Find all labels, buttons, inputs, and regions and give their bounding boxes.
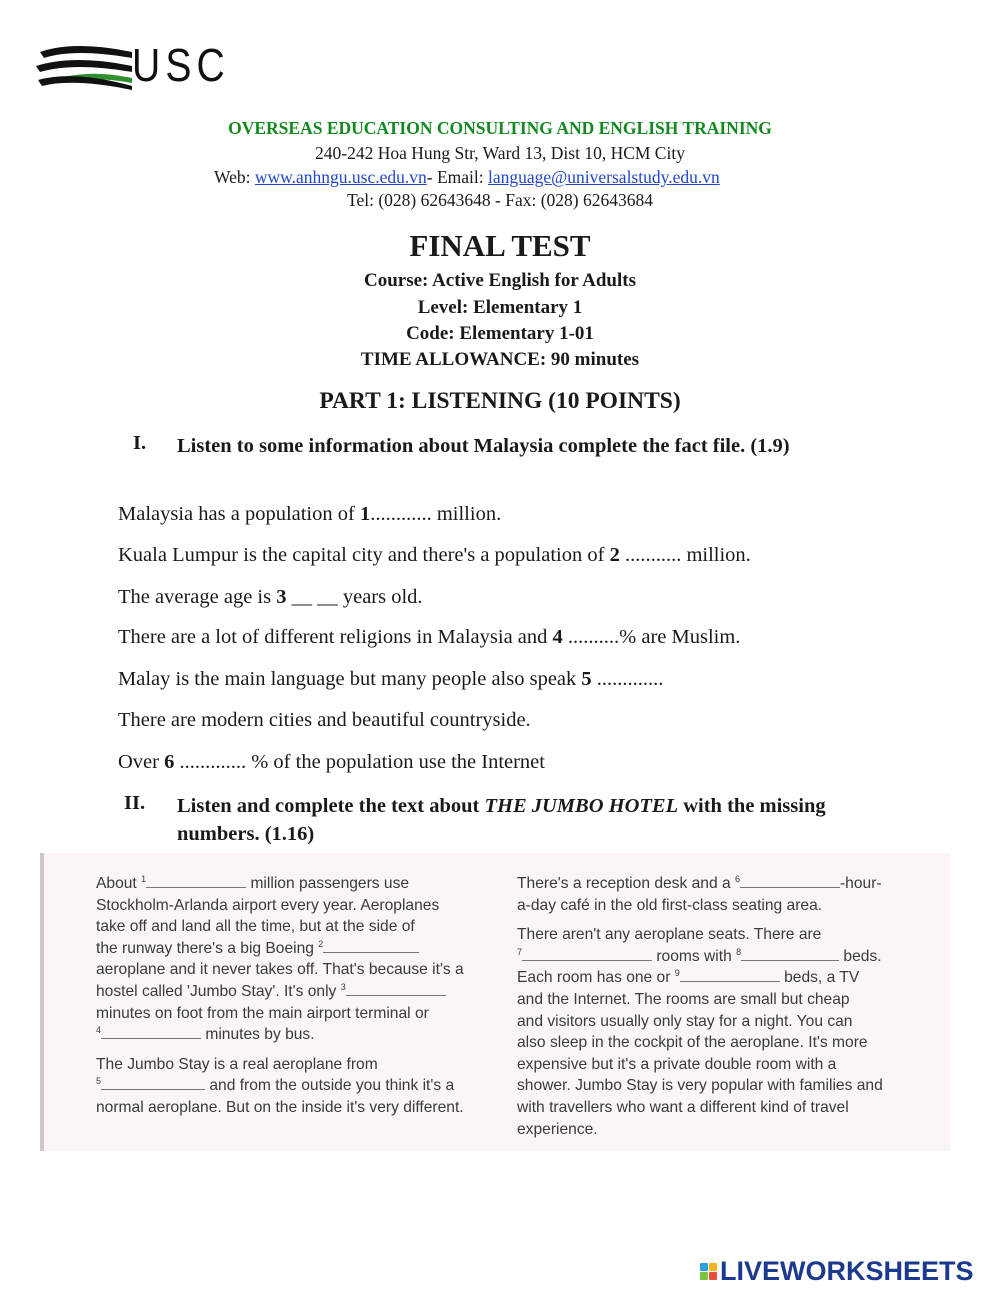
fact-line-1: Malaysia has a population of 1............ million. xyxy=(118,503,502,525)
fact-line-6: There are modern cities and beautiful countryside. xyxy=(118,709,531,731)
liveworksheets-brand[interactable] xyxy=(700,1254,974,1288)
org-name: OVERSEAS EDUCATION CONSULTING AND ENGLISH TRAINING xyxy=(228,118,772,138)
section2-heading xyxy=(124,792,884,848)
code: Code: Elementary 1-01 xyxy=(406,323,594,344)
jumbo-paragraph-1: About $^1$ million passengers use Stockholm-Arlanda airport every year. Aeroplanes take off and land all the time, but at the side of the runway there's a big Boeing $^2$ aeroplane and it never takes off. That's because it's a hostel called 'Jumbo Stay'. It's only $^3$ minutes on foot from the main airport terminal or $^4$ minutes by bus. xyxy=(96,873,464,1044)
liveworksheets-logo-icon xyxy=(700,1263,717,1280)
fact-line-2: Kuala Lumpur is the capital city and there's a population of 2 ........... million. xyxy=(118,544,751,566)
jumbo-hotel-text-image xyxy=(40,853,950,1151)
tel-fax: Tel: (028) 62643648 - Fax: (028) 62643684 xyxy=(347,190,653,210)
jumbo-paragraph-4: There aren't any aeroplane seats. There are $^7$ rooms with $^8$ beds. Each room has one or $^9$ beds, a TV and the Internet. The rooms are small but cheap and visitors usually only stay for a night. You can also sleep in the cockpit of the aeroplane. It's more expensive but it's a private double room with a shower. Jumbo Stay is very popular with families and with travellers who want a different kind of travel experience. xyxy=(517,926,883,1138)
section2-number: II. xyxy=(124,792,146,814)
section1-instruction: Listen to some information about Malaysia complete the fact file. (1.9) xyxy=(177,435,790,457)
time-allowance: TIME ALLOWANCE: 90 minutes xyxy=(360,349,640,370)
jumbo-right-column xyxy=(517,873,937,1148)
logo-waves-icon xyxy=(34,42,134,94)
jumbo-paragraph-3: There's a reception desk and a $^6$ -hour- a-day café in the old first-class seating area. xyxy=(517,873,882,914)
web-label: Web: xyxy=(214,167,255,187)
section1-number: I. xyxy=(133,432,147,454)
fact-line-3: The average age is 3 __ __ years old. xyxy=(118,586,423,608)
email-label: - Email: xyxy=(426,167,488,187)
jumbo-paragraph-2: The Jumbo Stay is a real aeroplane from $^5$ and from the outside you think it's a normal aeroplane. But on the inside it's very different. xyxy=(96,1055,464,1116)
section2-instruction: Listen and complete the text about THE JUMBO HOTEL with the missing numbers. (1.16) xyxy=(177,795,826,845)
web-link[interactable]: www.anhngu.usc.edu.vn xyxy=(254,167,427,187)
contact-line xyxy=(214,167,720,188)
liveworksheets-text: LIVEWORKSHEETS xyxy=(720,1255,974,1286)
email-link[interactable]: language@universalstudy.edu.vn xyxy=(488,167,720,187)
test-title: FINAL TEST xyxy=(409,228,591,263)
usc-logo xyxy=(34,38,234,96)
section1-heading xyxy=(133,432,893,462)
fact-line-5: Malay is the main language but many people also speak 5 ............. xyxy=(118,668,664,690)
jumbo-left-column xyxy=(96,873,496,1127)
address: 240-242 Hoa Hung Str, Ward 13, Dist 10, HCM City xyxy=(315,143,685,163)
logo-text: USC xyxy=(132,39,230,91)
part1-title: PART 1: LISTENING (10 POINTS) xyxy=(319,388,681,414)
course: Course: Active English for Adults xyxy=(363,270,636,291)
fact-line-7: Over 6 ............. % of the population use the Internet xyxy=(118,751,545,773)
level: Level: Elementary 1 xyxy=(417,297,583,318)
fact-line-4: There are a lot of different religions in Malaysia and 4 ..........% are Muslim. xyxy=(118,626,741,648)
